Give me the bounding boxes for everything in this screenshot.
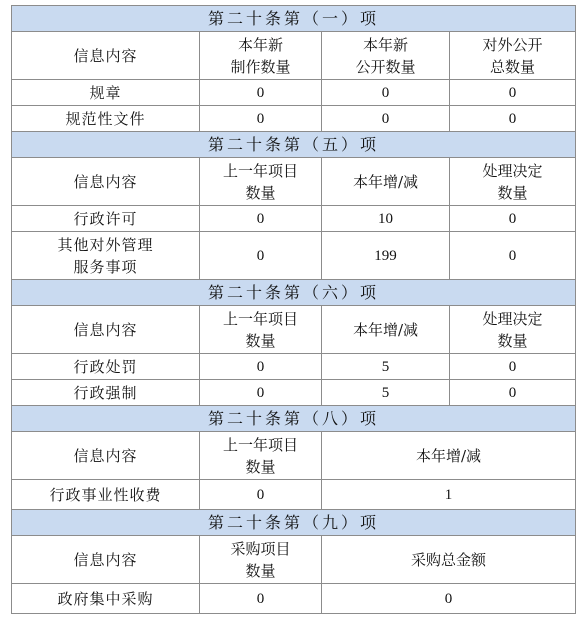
column-header: 上一年项目 数量: [200, 432, 322, 480]
table-cell: 0: [450, 106, 576, 132]
column-header: 处理决定 数量: [450, 306, 576, 354]
row-label: 行政事业性收费: [12, 480, 200, 510]
section-header-row: [12, 510, 576, 536]
column-header-row: [12, 432, 576, 480]
section-header-row: [12, 406, 576, 432]
table-row: [12, 80, 576, 106]
table-cell: 0: [322, 584, 576, 614]
section-title: 第二十条第（五）项: [12, 132, 576, 158]
disclosure-table: [11, 5, 576, 614]
column-header: 信息内容: [12, 432, 200, 480]
table-cell: 0: [200, 80, 322, 106]
table-cell: 5: [322, 354, 450, 380]
section-header-row: [12, 280, 576, 306]
column-header: 本年增/减: [322, 158, 450, 206]
table-cell: 0: [450, 354, 576, 380]
row-label: 规章: [12, 80, 200, 106]
table-cell: 0: [322, 106, 450, 132]
table-row: [12, 584, 576, 614]
column-header: 对外公开 总数量: [450, 32, 576, 80]
column-header-row: [12, 306, 576, 354]
table-row: [12, 480, 576, 510]
row-label: 规范性文件: [12, 106, 200, 132]
column-header: 处理决定 数量: [450, 158, 576, 206]
table-cell: 5: [322, 380, 450, 406]
table-cell: 0: [450, 380, 576, 406]
table-row: [12, 206, 576, 232]
section-title: 第二十条第（一）项: [12, 6, 576, 32]
section-header-row: [12, 6, 576, 32]
row-label: 行政强制: [12, 380, 200, 406]
table-cell: 0: [200, 480, 322, 510]
table-cell: 0: [200, 380, 322, 406]
column-header: 本年增/减: [322, 432, 576, 480]
table-cell: 0: [200, 232, 322, 280]
table-row: [12, 106, 576, 132]
column-header: 信息内容: [12, 158, 200, 206]
table-row: [12, 380, 576, 406]
section-title: 第二十条第（九）项: [12, 510, 576, 536]
column-header: 本年新 公开数量: [322, 32, 450, 80]
row-label: 政府集中采购: [12, 584, 200, 614]
column-header: 本年新 制作数量: [200, 32, 322, 80]
table-row: [12, 232, 576, 280]
column-header: 信息内容: [12, 306, 200, 354]
column-header: 信息内容: [12, 32, 200, 80]
column-header: 上一年项目 数量: [200, 158, 322, 206]
column-header: 本年增/减: [322, 306, 450, 354]
column-header-row: [12, 32, 576, 80]
table-cell: 0: [450, 206, 576, 232]
column-header-row: [12, 158, 576, 206]
column-header: 信息内容: [12, 536, 200, 584]
column-header: 采购项目 数量: [200, 536, 322, 584]
table-cell: 10: [322, 206, 450, 232]
table-cell: 0: [200, 354, 322, 380]
section-title: 第二十条第（八）项: [12, 406, 576, 432]
table-cell: 199: [322, 232, 450, 280]
row-label: 其他对外管理 服务事项: [12, 232, 200, 280]
table-row: [12, 354, 576, 380]
table-cell: 0: [200, 584, 322, 614]
column-header-row: [12, 536, 576, 584]
column-header: 采购总金额: [322, 536, 576, 584]
column-header: 上一年项目 数量: [200, 306, 322, 354]
table-cell: 0: [200, 206, 322, 232]
section-header-row: [12, 132, 576, 158]
section-title: 第二十条第（六）项: [12, 280, 576, 306]
table-cell: 0: [450, 232, 576, 280]
table-cell: 0: [200, 106, 322, 132]
row-label: 行政处罚: [12, 354, 200, 380]
table-cell: 0: [450, 80, 576, 106]
table-cell: 0: [322, 80, 450, 106]
row-label: 行政许可: [12, 206, 200, 232]
table-cell: 1: [322, 480, 576, 510]
